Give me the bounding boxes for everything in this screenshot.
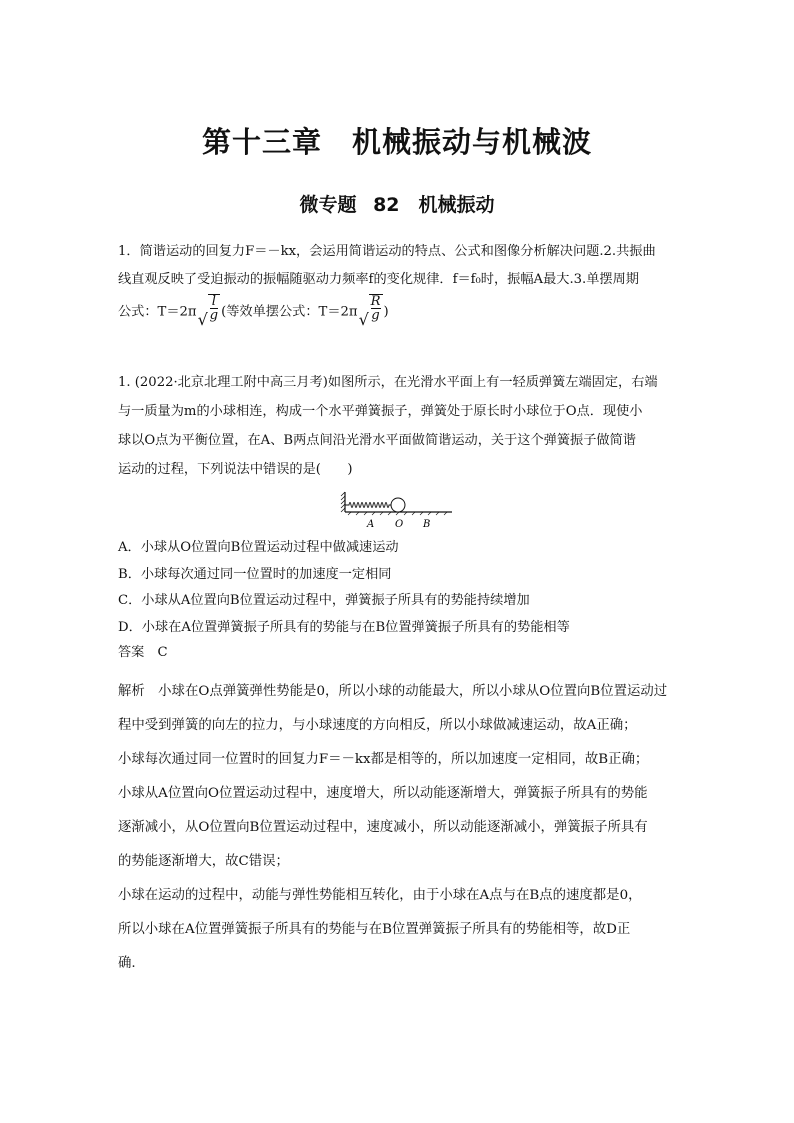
analysis-line-9: 确. — [118, 956, 136, 971]
summary-line-3 — [118, 294, 678, 330]
frac1-denominator: g — [209, 308, 219, 323]
spring-coil — [345, 503, 392, 508]
wall-hatching — [341, 492, 345, 512]
label-b: B — [423, 519, 431, 530]
option-a: A．小球从O位置向B位置运动过程中做减速运动 — [118, 540, 399, 555]
sqrt-r-over-g: √ $\frac{R}{g}$ — [358, 294, 381, 329]
option-b: B．小球每次通过同一位置时的加速度一定相同 — [118, 566, 392, 582]
frac1-numerator: l — [210, 295, 218, 309]
frac2-denominator: g — [371, 308, 380, 323]
summary-line-2: 线直观反映了受迫振动的振幅随驱动力频率f的变化规律．f＝f₀时，振幅A最大.3.单摆周期 — [118, 272, 639, 287]
question-line-4: 运动的过程，下列说法中错误的是( ) — [118, 462, 353, 477]
option-d: D．小球在A位置弹簧振子所具有的势能与在B位置弹簧振子所具有的势能相等 — [118, 619, 570, 635]
analysis-paragraph — [118, 675, 678, 981]
question-line-2: 与一质量为m的小球相连，构成一个水平弹簧振子，弹簧处于原长时小球位于O点．现使小 — [118, 404, 643, 419]
analysis-line-6: 的势能逐渐增大，故C错误； — [118, 854, 289, 869]
question-stem — [118, 368, 678, 484]
question-line-1: 1. (2022·北京北理工附中高三月考)如图所示，在光滑水平面上有一轻质弹簧左端固定，右端 — [118, 375, 658, 390]
analysis-line-4: 小球从A位置向O位置运动过程中，速度增大，所以动能逐渐增大，弹簧振子所具有的势能 — [118, 786, 648, 801]
question-line-3: 球以O点为平衡位置，在A、B两点间沿光滑水平面做简谐运动，关于这个弹簧振子做简谐 — [118, 433, 636, 448]
ball — [391, 498, 405, 512]
analysis-line-8: 所以小球在A位置弹簧振子所具有的势能与在B位置弹簧振子所具有的势能相等，故D正 — [118, 922, 631, 937]
summary-paragraph — [118, 238, 678, 330]
frac2-numerator: R — [370, 294, 381, 309]
option-c: C．小球从A位置向B位置运动过程中，弹簧振子所具有的势能持续增加 — [118, 593, 530, 608]
sqrt-l-over-g: √ $\frac{l}{g}$ — [197, 294, 219, 329]
summary-line-1: 1．简谐运动的回复力F＝－kx，会运用简谐运动的特点、公式和图像分析解决问题.2.共振曲 — [118, 244, 656, 259]
label-a: A — [367, 519, 375, 530]
analysis-line-3: 小球每次通过同一位置时的回复力F＝－kx都是相等的，所以加速度一定相同，故B正确； — [118, 752, 649, 767]
spring-oscillator-figure — [340, 488, 460, 532]
answer-options — [118, 535, 678, 641]
analysis-line-5: 逐渐减小，从O位置向B位置运动过程中，速度减小，所以动能逐渐减小，弹簧振子所具有 — [118, 820, 648, 835]
analysis-line-2: 程中受到弹簧的向左的拉力，与小球速度的方向相反，所以小球做减速运动，故A正确； — [118, 718, 637, 733]
answer-line: 答案 C — [118, 645, 168, 660]
label-o: O — [395, 519, 404, 530]
analysis-line-1: 解析 小球在O点弹簧弹性势能是0，所以小球的动能最大，所以小球从O位置向B位置运动过 — [118, 684, 668, 699]
analysis-line-7: 小球在运动的过程中，动能与弹性势能相互转化，由于小球在A点与在B点的速度都是0， — [118, 888, 642, 903]
section-title: 微专题 82 机械振动 — [299, 194, 495, 216]
chapter-title: 第十三章 机械振动与机械波 — [201, 125, 592, 159]
summary-line-3-suffix: ) — [383, 304, 389, 320]
summary-line-3-prefix: 公式：T＝2π — [118, 304, 197, 320]
summary-line-3-mid: (等效单摆公式：T＝2π — [221, 304, 358, 320]
